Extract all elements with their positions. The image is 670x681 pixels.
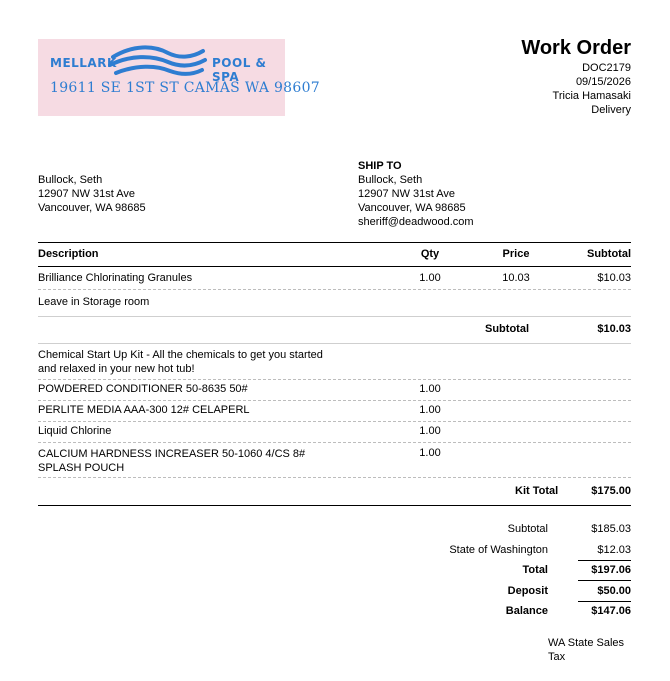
row-divider <box>38 400 631 401</box>
row-divider <box>38 343 631 344</box>
table-top-rule <box>38 242 631 243</box>
deposit-value: $50.00 <box>597 585 631 597</box>
total-underline <box>578 580 631 581</box>
kit-component-description <box>38 447 305 475</box>
table-bottom-rule <box>38 505 631 506</box>
section-subtotal-value: $10.03 <box>597 323 631 335</box>
ship-to-email: sheriff@deadwood.com <box>358 216 474 228</box>
bill-to-name: Bullock, Seth <box>38 174 103 186</box>
tax-value: $12.03 <box>597 544 631 556</box>
item-price: 10.03 <box>502 272 530 284</box>
kit-component-qty: 1.00 <box>419 383 441 395</box>
document-number: DOC2179 <box>582 62 631 74</box>
wave-icon <box>108 43 208 83</box>
balance-label: Balance <box>505 605 548 617</box>
kit-description-line: and relaxed in your new hot tub! <box>38 363 195 375</box>
item-qty: 1.00 <box>419 272 441 284</box>
ship-to-address <box>358 159 474 229</box>
bill-to-address <box>38 173 146 215</box>
ship-to-name: Bullock, Seth <box>358 174 423 186</box>
tax-underline <box>578 560 631 561</box>
ship-to-city: Vancouver, WA 98685 <box>358 202 466 214</box>
tax-note <box>548 636 624 664</box>
document-method: Delivery <box>591 104 631 116</box>
logo-address: 19611 SE 1ST ST CAMAS WA 98607 <box>50 80 321 96</box>
logo-name-right: POOL & SPA <box>212 56 267 84</box>
kit-component-description: Liquid Chlorine <box>38 425 112 437</box>
kit-total-label: Kit Total <box>515 485 559 497</box>
deposit-label: Deposit <box>507 585 548 597</box>
totals-subtotal-label: Subtotal <box>507 523 548 535</box>
balance-value: $147.06 <box>591 605 631 617</box>
row-divider <box>38 316 631 317</box>
total-value: $197.06 <box>591 564 631 576</box>
column-header-description: Description <box>38 248 99 260</box>
document-header <box>521 37 631 117</box>
tax-note-line: WA State Sales <box>548 637 625 649</box>
item-subtotal: $10.03 <box>597 272 631 284</box>
row-divider <box>38 442 631 443</box>
kit-description-line: Chemical Start Up Kit - All the chemicals to get you started <box>38 349 323 361</box>
bill-to-city: Vancouver, WA 98685 <box>38 202 146 214</box>
ship-to-label: SHIP TO <box>358 160 402 172</box>
row-divider <box>38 379 631 380</box>
total-label: Total <box>522 564 548 576</box>
document-title: Work Order <box>521 37 631 59</box>
document-person: Tricia Hamasaki <box>552 90 631 102</box>
kit-component-line: SPLASH POUCH <box>38 462 125 474</box>
section-subtotal-label: Subtotal <box>485 323 529 335</box>
kit-component-description: POWDERED CONDITIONER 50-8635 50# <box>38 383 248 395</box>
kit-description <box>38 348 323 376</box>
kit-component-description: PERLITE MEDIA AAA-300 12# CELAPERL <box>38 404 250 416</box>
column-header-price: Price <box>502 248 530 260</box>
row-divider <box>38 477 631 478</box>
kit-total-value: $175.00 <box>591 485 631 497</box>
item-note: Leave in Storage room <box>38 296 150 308</box>
totals-subtotal-value: $185.03 <box>591 523 631 535</box>
header-rule <box>38 266 631 267</box>
logo-name-left: MELLARK <box>50 56 117 70</box>
kit-component-qty: 1.00 <box>419 447 441 459</box>
column-header-subtotal: Subtotal <box>587 248 631 260</box>
column-header-qty: Qty <box>420 248 440 260</box>
document-date: 09/15/2026 <box>575 76 631 88</box>
row-divider <box>38 289 631 290</box>
tax-note-line: Tax <box>548 651 566 663</box>
item-description: Brilliance Chlorinating Granules <box>38 272 193 284</box>
tax-label: State of Washington <box>449 544 548 556</box>
kit-component-qty: 1.00 <box>419 425 441 437</box>
kit-component-qty: 1.00 <box>419 404 441 416</box>
row-divider <box>38 421 631 422</box>
deposit-underline <box>578 601 631 602</box>
ship-to-street: 12907 NW 31st Ave <box>358 188 456 200</box>
company-logo <box>38 39 321 116</box>
bill-to-street: 12907 NW 31st Ave <box>38 188 136 200</box>
kit-component-line: CALCIUM HARDNESS INCREASER 50-1060 4/CS 8# <box>38 448 306 460</box>
